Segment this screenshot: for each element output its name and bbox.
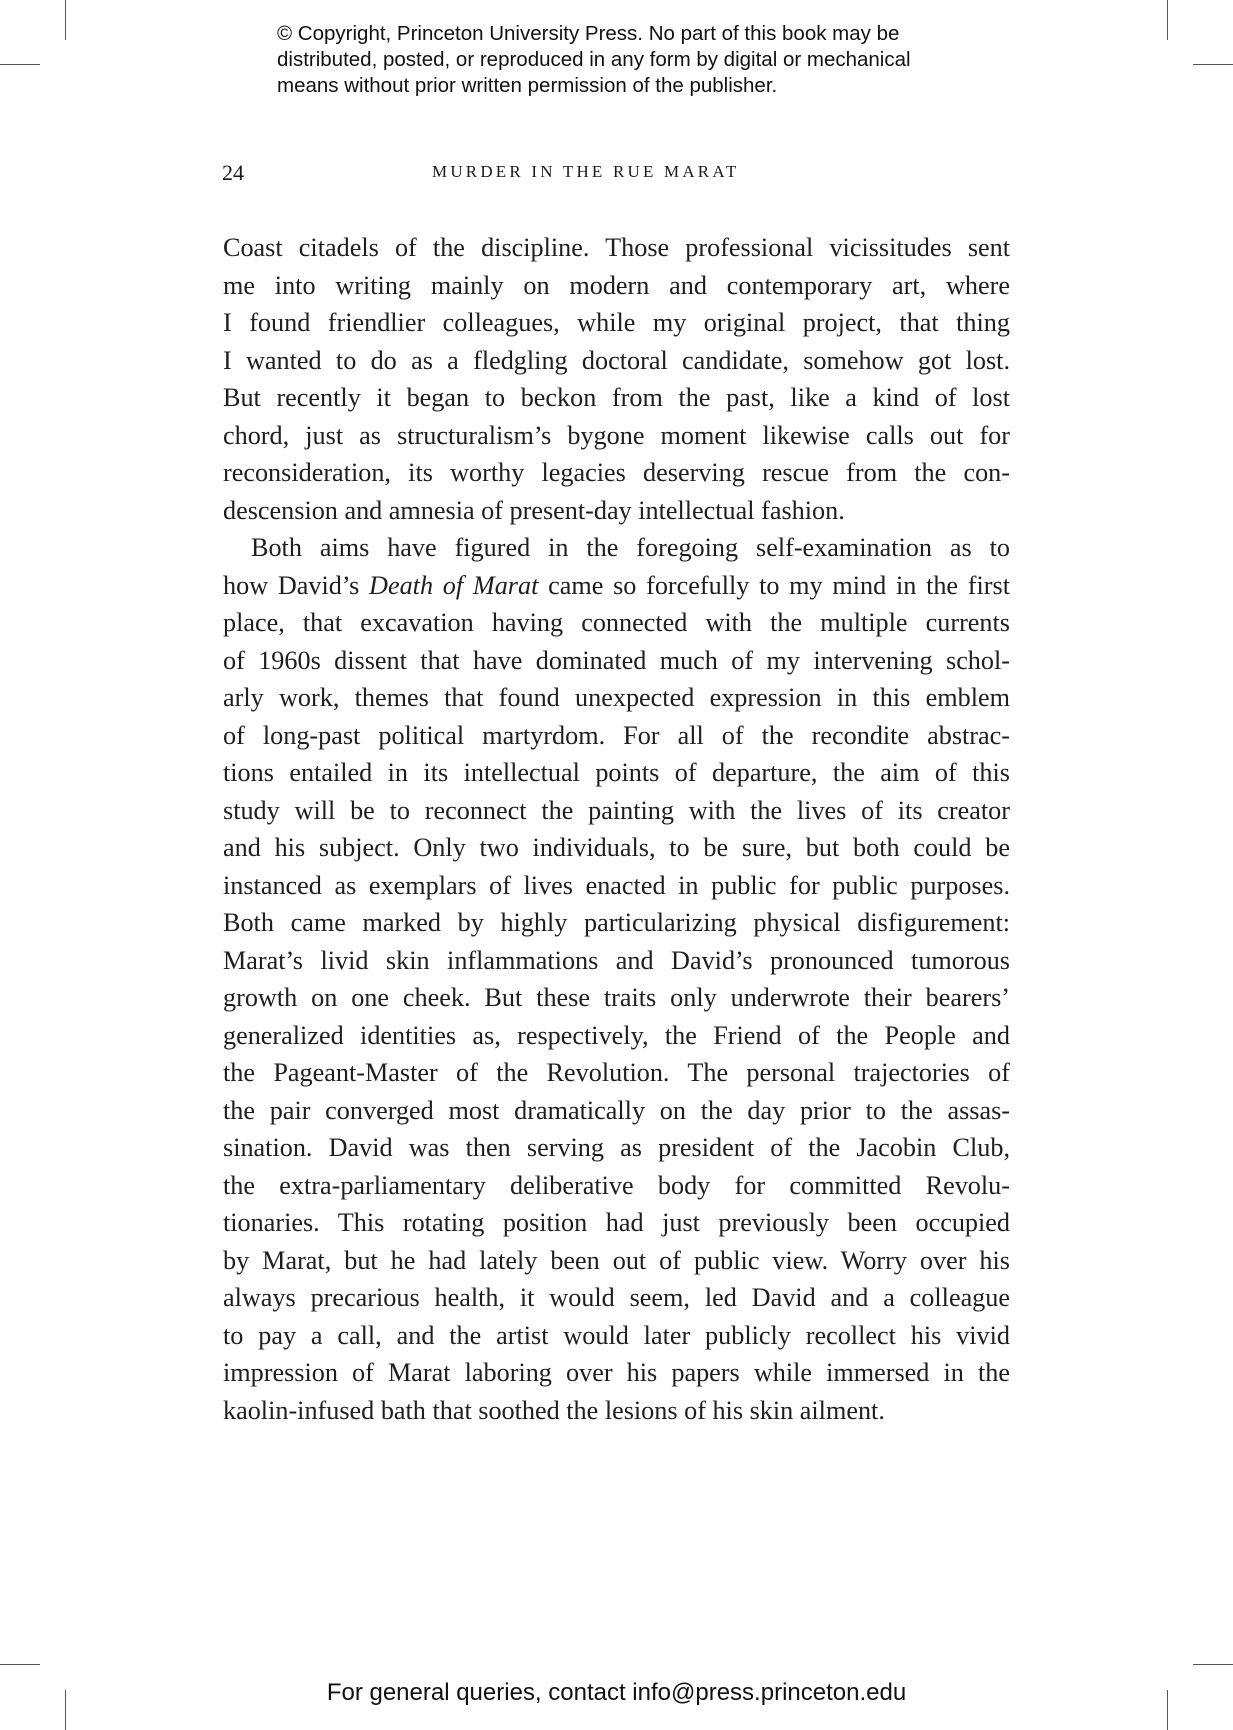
text-line: chord, just as structuralism’s bygone moment likewise calls out for bbox=[223, 420, 1010, 450]
text-line: But recently it began to beckon from the past, like a kind of lost bbox=[223, 383, 1010, 412]
text-line: descension and amnesia of present-day intellectual fashion. bbox=[223, 495, 845, 525]
text-line: of 1960s dissent that have dominated much of my intervening schol- bbox=[223, 645, 1010, 675]
text-line: to pay a call, and the artist would later publicly recollect his vivid bbox=[223, 1320, 1010, 1350]
body-text bbox=[223, 229, 1010, 1429]
copyright-notice bbox=[277, 21, 1037, 99]
crop-mark-bottom-right-horizontal bbox=[1193, 1664, 1233, 1665]
text-line: Both aims have figured in the foregoing self-examination as to bbox=[251, 533, 1010, 562]
text-line: I found friendlier colleagues, while my original project, that thing bbox=[223, 308, 1010, 337]
text-line: the pair converged most dramatically on the day prior to the assas- bbox=[223, 1095, 1010, 1125]
paragraph-2 bbox=[223, 529, 1010, 1429]
text-line: Coast citadels of the discipline. Those professional vicissitudes sent bbox=[223, 233, 1010, 262]
painting-title: Death of Marat bbox=[369, 570, 539, 600]
text-line: reconsideration, its worthy legacies deserving rescue from the con- bbox=[223, 458, 1010, 487]
footer-contact: For general queries, contact info@press.princeton.edu bbox=[326, 1679, 907, 1706]
text-line: of long-past political martyrdom. For all of the recondite abstrac- bbox=[223, 720, 1010, 750]
text-line: study will be to reconnect the painting with the lives of its creator bbox=[223, 795, 1010, 825]
text-segment: how David’s bbox=[223, 570, 370, 600]
text-line: kaolin-infused bath that soothed the lesions of his skin ailment. bbox=[223, 1395, 885, 1425]
text-line: arly work, themes that found unexpected expression in this emblem bbox=[223, 683, 1010, 712]
paragraph-1 bbox=[223, 229, 1010, 529]
copyright-line: © Copyright, Princeton University Press. No part of this book may be bbox=[277, 22, 900, 45]
text-line: impression of Marat laboring over his papers while immersed in the bbox=[223, 1358, 1010, 1387]
crop-mark-top-left-vertical bbox=[65, 0, 66, 40]
text-segment: came so forcefully to my mind in the first bbox=[538, 570, 1010, 600]
running-head bbox=[222, 158, 1012, 188]
text-line: the extra-parliamentary deliberative body for committed Revolu- bbox=[223, 1170, 1010, 1200]
text-line: generalized identities as, respectively, the Friend of the People and bbox=[223, 1020, 1010, 1050]
text-line: place, that excavation having connected with the multiple currents bbox=[223, 608, 1010, 637]
copyright-line: distributed, posted, or reproduced in any form by digital or mechanical bbox=[277, 48, 911, 71]
crop-mark-top-left-horizontal bbox=[0, 64, 40, 65]
crop-mark-bottom-left-horizontal bbox=[0, 1664, 40, 1665]
text-line: tionaries. This rotating position had just previously been occupied bbox=[223, 1208, 1010, 1237]
text-line: by Marat, but he had lately been out of public view. Worry over his bbox=[223, 1245, 1010, 1275]
text-line: Marat’s livid skin inflammations and David’s pronounced tumorous bbox=[223, 945, 1010, 975]
crop-mark-top-right-vertical bbox=[1167, 0, 1168, 40]
text-line bbox=[223, 567, 1010, 605]
text-line: and his subject. Only two individuals, to be sure, but both could be bbox=[223, 833, 1010, 862]
text-line: always precarious health, it would seem, led David and a colleague bbox=[223, 1283, 1010, 1312]
text-line: me into writing mainly on modern and contemporary art, where bbox=[223, 270, 1010, 300]
text-line: I wanted to do as a fledgling doctoral candidate, somehow got lost. bbox=[223, 345, 1010, 375]
book-title: MURDER IN THE RUE MARAT bbox=[432, 162, 740, 181]
crop-mark-top-right-horizontal bbox=[1193, 64, 1233, 65]
page-number: 24 bbox=[222, 160, 244, 185]
copyright-line: means without prior written permission of the publisher. bbox=[277, 74, 778, 97]
text-line: the Pageant-Master of the Revolution. The personal trajectories of bbox=[223, 1058, 1010, 1087]
text-line: tions entailed in its intellectual points of departure, the aim of this bbox=[223, 758, 1010, 787]
text-line: growth on one cheek. But these traits only underwrote their bearers’ bbox=[223, 983, 1010, 1012]
text-line: sination. David was then serving as president of the Jacobin Club, bbox=[223, 1133, 1010, 1162]
text-line: Both came marked by highly particularizing physical disfigurement: bbox=[223, 908, 1010, 937]
text-line: instanced as exemplars of lives enacted in public for public purposes. bbox=[223, 870, 1010, 900]
